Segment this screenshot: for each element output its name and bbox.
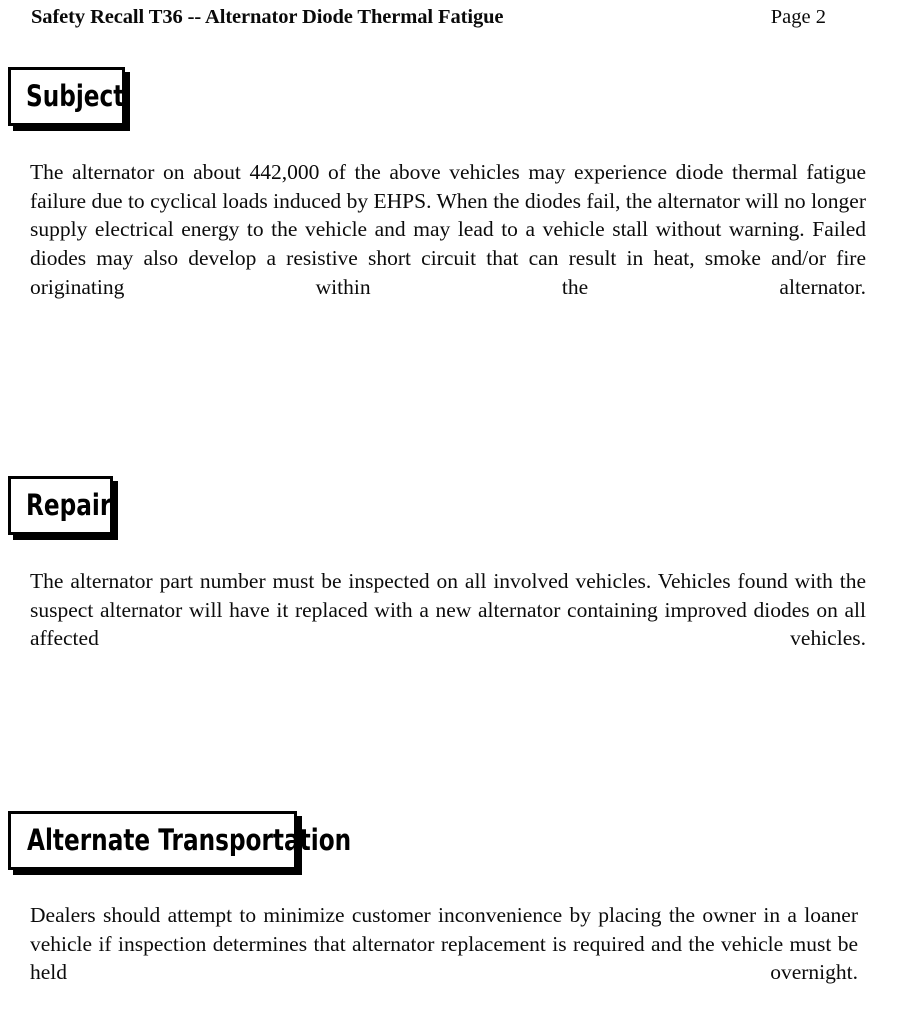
section-label-repair-text: Repair [26, 488, 112, 522]
section-label-alternate-transportation-text: Alternate Transportation [27, 823, 352, 857]
section-label-alternate-transportation [8, 811, 352, 870]
section-body-repair: The alternator part number must be inspected on all involved vehicles. Vehicles found with the suspect alternator will have it replaced with a new alternator containing improved diodes on all affected vehicles. [30, 569, 866, 651]
section-body-subject: The alternator on about 442,000 of the above vehicles may experience diode thermal fatigue failure due to cyclical loads induced by EHPS. When the diodes fail, the alternator will no longer supply electrical energy to the vehicle and may lead to a vehicle stall without warning. Failed diodes may also develop a resistive short circuit that can result in heat, smoke and/or fire originating within the alternator. [30, 160, 866, 299]
section-label-subject [8, 67, 125, 126]
page-header [0, 0, 912, 40]
page-title: Safety Recall T36 -- Alternator Diode Thermal Fatigue [31, 6, 504, 28]
page-number: Page 2 [770, 6, 826, 28]
section-body-alternate-transportation: Dealers should attempt to minimize customer inconvenience by placing the owner in a loaner vehicle if inspection determines that alternator replacement is required and the vehicle must be held overnight. [30, 903, 858, 985]
section-label-subject-text: Subject [26, 79, 125, 113]
section-label-repair [8, 476, 113, 535]
